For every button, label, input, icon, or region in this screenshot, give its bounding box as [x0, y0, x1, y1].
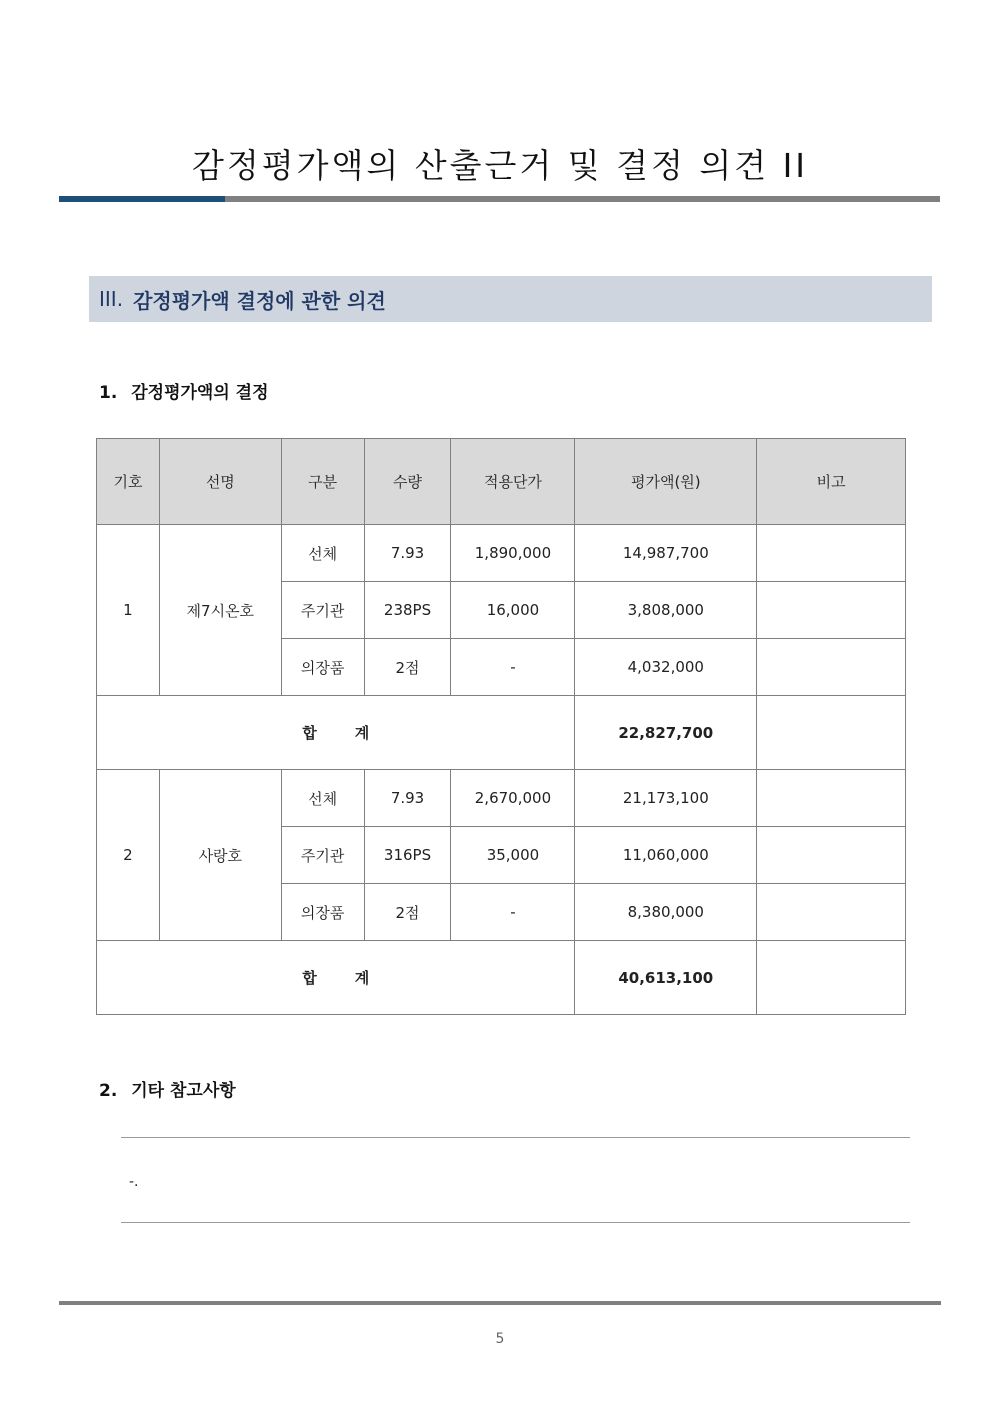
subsection-number: 2.: [99, 1081, 118, 1101]
cell-remark: [757, 884, 906, 941]
valuation-table: [96, 438, 906, 1015]
cell-amount: 21,173,100: [575, 770, 757, 827]
cell-remark: [757, 525, 906, 582]
cell-category: 선체: [281, 770, 364, 827]
cell-remark: [757, 770, 906, 827]
cell-quantity: 7.93: [364, 770, 451, 827]
cell-amount: 3,808,000: [575, 582, 757, 639]
table-total-row: [97, 941, 906, 1015]
cell-remark: [757, 696, 906, 770]
header-unit-price: 적용단가: [451, 439, 575, 525]
cell-category: 주기관: [281, 827, 364, 884]
cell-amount: 14,987,700: [575, 525, 757, 582]
footer-divider: [59, 1301, 941, 1305]
cell-unit-price: -: [451, 639, 575, 696]
total-amount: 40,613,100: [575, 941, 757, 1015]
total-label: 합계: [97, 941, 575, 1015]
cell-quantity: 2점: [364, 639, 451, 696]
header-quantity: 수량: [364, 439, 451, 525]
total-amount: 22,827,700: [575, 696, 757, 770]
cell-quantity: 7.93: [364, 525, 451, 582]
cell-remark: [757, 827, 906, 884]
header-amount: 평가액(원): [575, 439, 757, 525]
cell-no: 2: [97, 770, 160, 941]
cell-amount: 8,380,000: [575, 884, 757, 941]
subsection-title: 감정평가액의 결정: [131, 383, 269, 403]
table-row: [97, 525, 906, 582]
table-total-row: [97, 696, 906, 770]
title-underline-accent: [59, 196, 225, 202]
table-header-row: [97, 439, 906, 525]
subsection-number: 1.: [99, 383, 118, 403]
document-title: 감정평가액의 산출근거 및 결정 의견 II: [191, 146, 809, 185]
cell-category: 의장품: [281, 884, 364, 941]
cell-unit-price: 35,000: [451, 827, 575, 884]
subsection-title: 기타 참고사항: [131, 1081, 236, 1101]
section-header: [89, 276, 932, 322]
notes-box: [121, 1137, 910, 1223]
total-label: 합계: [97, 696, 575, 770]
cell-remark: [757, 582, 906, 639]
section-title: 감정평가액 결정에 관한 의견: [133, 288, 386, 313]
cell-category: 의장품: [281, 639, 364, 696]
notes-text: -.: [129, 1174, 139, 1190]
cell-quantity: 2점: [364, 884, 451, 941]
cell-amount: 4,032,000: [575, 639, 757, 696]
cell-unit-price: 16,000: [451, 582, 575, 639]
cell-category: 주기관: [281, 582, 364, 639]
title-underline: [59, 196, 940, 202]
cell-quantity: 316PS: [364, 827, 451, 884]
cell-category: 선체: [281, 525, 364, 582]
subsection-heading-valuation: [99, 378, 269, 403]
cell-amount: 11,060,000: [575, 827, 757, 884]
header-ship-name: 선명: [159, 439, 281, 525]
subsection-heading-notes: [99, 1076, 236, 1101]
section-number: III.: [99, 287, 124, 311]
cell-unit-price: 1,890,000: [451, 525, 575, 582]
cell-unit-price: 2,670,000: [451, 770, 575, 827]
table-row: [97, 770, 906, 827]
page-number: 5: [495, 1331, 505, 1347]
header-remark: 비고: [757, 439, 906, 525]
header-no: 기호: [97, 439, 160, 525]
cell-quantity: 238PS: [364, 582, 451, 639]
cell-remark: [757, 941, 906, 1015]
cell-remark: [757, 639, 906, 696]
cell-unit-price: -: [451, 884, 575, 941]
cell-no: 1: [97, 525, 160, 696]
header-category: 구분: [281, 439, 364, 525]
cell-ship-name: 사랑호: [159, 770, 281, 941]
cell-ship-name: 제7시온호: [159, 525, 281, 696]
